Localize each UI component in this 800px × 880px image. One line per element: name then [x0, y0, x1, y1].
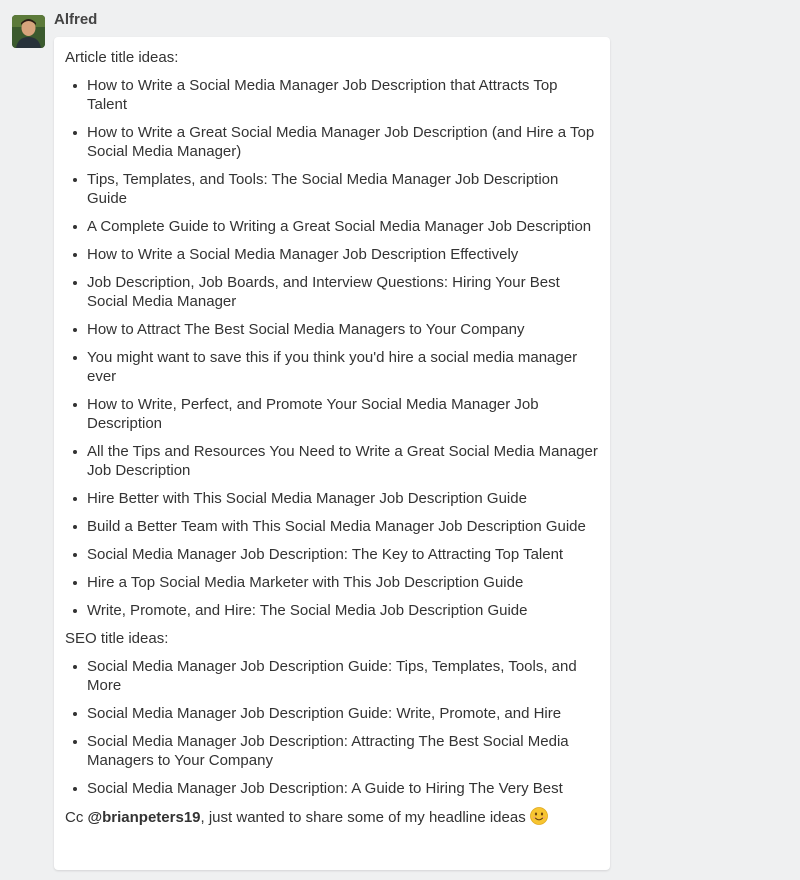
list-item	[65, 395, 599, 433]
list-item-text: Hire Better with This Social Media Manager Job Description Guide	[87, 490, 527, 507]
list-item	[65, 123, 599, 161]
bullet-icon	[73, 328, 77, 332]
list-item	[65, 217, 599, 236]
list-item-text: Hire a Top Social Media Marketer with This Job Description Guide	[87, 574, 524, 591]
list-item	[65, 348, 599, 386]
list-item	[65, 273, 599, 311]
bullet-icon	[73, 356, 77, 360]
bullet-icon	[73, 225, 77, 229]
list-item-text: How to Write a Social Media Manager Job Description Effectively	[87, 246, 519, 263]
bullet-icon	[73, 281, 77, 285]
smiling-face-emoji-icon	[530, 807, 548, 825]
list-item-text: You might want to save this if you think you'd hire a social media manager ever	[87, 349, 578, 385]
avatar[interactable]	[12, 15, 45, 48]
bullet-icon	[73, 131, 77, 135]
bullet-icon	[73, 253, 77, 257]
footer-prefix: Cc	[65, 809, 88, 826]
list-item	[65, 517, 599, 536]
list-item-text: A Complete Guide to Writing a Great Social Media Manager Job Description	[87, 218, 592, 235]
bullet-icon	[73, 84, 77, 88]
bullet-icon	[73, 740, 77, 744]
list-item-text: Social Media Manager Job Description: Attracting The Best Social Media Managers to Your Company	[87, 733, 569, 769]
bullet-icon	[73, 553, 77, 557]
list-item	[65, 489, 599, 508]
bullet-icon	[73, 450, 77, 454]
list-item-text: How to Attract The Best Social Media Managers to Your Company	[87, 321, 525, 338]
list-item-text: Job Description, Job Boards, and Interview Questions: Hiring Your Best Social Media Manager	[87, 274, 560, 310]
list-item-text: Social Media Manager Job Description Guide: Write, Promote, and Hire	[87, 705, 562, 722]
list-item	[65, 545, 599, 564]
bullet-icon	[73, 497, 77, 501]
list-item-text: Social Media Manager Job Description: A Guide to Hiring The Very Best	[87, 780, 563, 797]
seo-ideas-list	[65, 657, 599, 798]
article-ideas-heading: Article title ideas:	[65, 49, 179, 66]
list-item-text: How to Write a Great Social Media Manager Job Description (and Hire a Top Social Media Manager)	[87, 124, 595, 160]
list-item-text: How to Write a Social Media Manager Job Description that Attracts Top Talent	[87, 77, 558, 113]
bullet-icon	[73, 712, 77, 716]
list-item-text: How to Write, Perfect, and Promote Your Social Media Manager Job Description	[87, 396, 539, 432]
bullet-icon	[73, 609, 77, 613]
list-item	[65, 779, 599, 798]
bullet-icon	[73, 178, 77, 182]
list-item	[65, 573, 599, 592]
bullet-icon	[73, 581, 77, 585]
bullet-icon	[73, 525, 77, 529]
list-item	[65, 601, 599, 620]
message-bubble	[54, 37, 610, 870]
list-item-text: All the Tips and Resources You Need to Write a Great Social Media Manager Job Description	[87, 443, 598, 479]
footer-text: , just wanted to share some of my headline ideas	[200, 809, 530, 826]
list-item	[65, 320, 599, 339]
list-item	[65, 704, 599, 723]
list-item	[65, 170, 599, 208]
message-footer	[65, 807, 599, 827]
list-item	[65, 245, 599, 264]
list-item	[65, 657, 599, 695]
author-name[interactable]: Alfred	[54, 11, 98, 28]
list-item-text: Social Media Manager Job Description Guide: Tips, Templates, Tools, and More	[87, 658, 577, 694]
bullet-icon	[73, 787, 77, 791]
list-item	[65, 442, 599, 480]
user-mention-link[interactable]: @brianpeters19	[87, 809, 201, 826]
list-item	[65, 76, 599, 114]
bullet-icon	[73, 403, 77, 407]
article-ideas-list	[65, 76, 599, 620]
bullet-icon	[73, 665, 77, 669]
list-item-text: Tips, Templates, and Tools: The Social Media Manager Job Description Guide	[87, 171, 559, 207]
list-item-text: Build a Better Team with This Social Media Manager Job Description Guide	[87, 518, 586, 535]
list-item-text: Write, Promote, and Hire: The Social Media Job Description Guide	[87, 602, 528, 619]
list-item	[65, 732, 599, 770]
list-item-text: Social Media Manager Job Description: The Key to Attracting Top Talent	[87, 546, 564, 563]
user-avatar-icon	[12, 15, 45, 48]
seo-ideas-heading: SEO title ideas:	[65, 630, 169, 647]
